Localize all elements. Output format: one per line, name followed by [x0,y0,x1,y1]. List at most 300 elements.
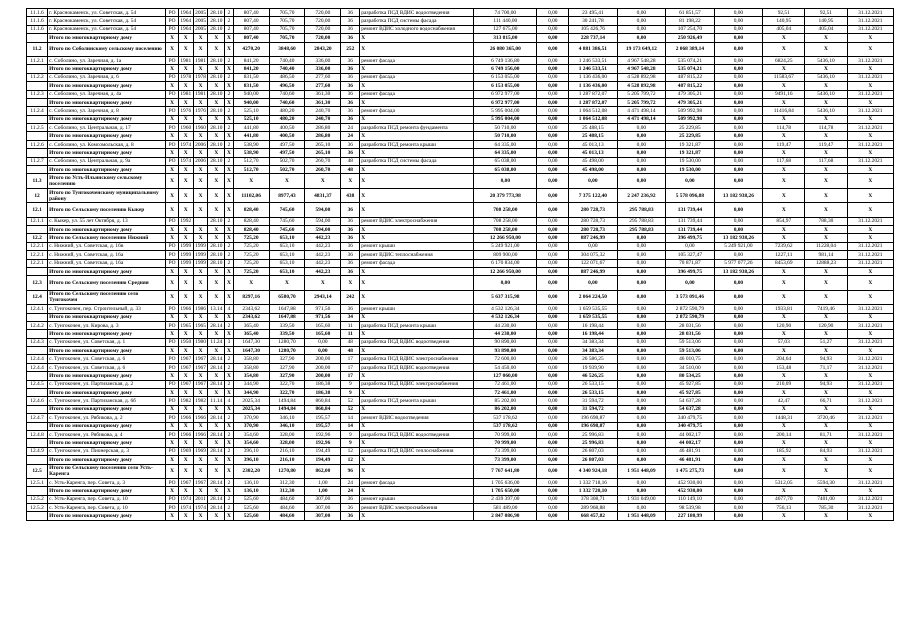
table-cell: 1967 [195,364,206,371]
table-cell: X [805,456,847,464]
table-cell: X [360,267,474,275]
table-cell: X [166,82,179,90]
table-total-row [27,65,894,73]
table-cell: с. Усть-Каренга, пер. Совета, д. 10 [48,495,166,503]
table-cell: РО [166,17,179,25]
table-cell: 0,00 [617,149,666,157]
table-cell: X [805,166,847,174]
table-cell: 322,70 [269,389,305,397]
table-cell: X [166,372,179,380]
table-cell: 339,50 [269,330,305,338]
table-cell: X [225,115,233,123]
table-cell: 479 305,21 [666,98,715,106]
table-cell: 28.14 [208,355,225,363]
table-cell: X [847,42,893,56]
table-cell: X [166,512,179,520]
table-cell: X [360,512,474,520]
table-cell: 1981 [180,91,192,98]
table-cell: X [360,487,474,495]
table-cell: 0,00 [617,276,666,290]
table-cell: 2 [225,414,233,422]
table-cell: 46 481,91 [666,447,715,455]
table-cell: 1647,88 [269,313,305,321]
table-cell: X [360,42,474,56]
table-row [27,90,894,98]
table-cell: 86 202,00 [474,405,537,413]
table-cell: с. Соболино, ул. Заречная, д. 1а [48,56,166,64]
table-cell: 442,23 [305,234,341,242]
table-cell: 0,00 [714,305,763,313]
table-cell: X [225,405,233,413]
table-cell: X [763,372,805,380]
table-cell: 0,00 [714,225,763,233]
table-cell [27,422,48,430]
table-cell: X [193,389,208,397]
table-cell [27,313,48,321]
table-cell: X [225,225,233,233]
table-cell: X [166,290,179,304]
table-cell: 114,78 [763,124,805,132]
table-cell: 186,38 [305,389,341,397]
table-cell: 17 [341,355,360,363]
table-cell: 48 [341,338,360,346]
table-cell: 1 951 448,09 [617,512,666,520]
table-cell: 725,20 [233,267,269,275]
table-cell: 0,00 [537,73,569,81]
table-cell: X [166,456,179,464]
table-cell: X [225,290,233,304]
table-cell: 0,00 [537,9,569,17]
table-cell: 110 149,10 [666,495,715,503]
table-cell: 54 637,28 [666,405,715,413]
table-cell: 0,00 [714,17,763,25]
table-cell: 26 533,15 [569,380,618,388]
table-cell: 0,00 [714,174,763,188]
table-cell: 5 637 315,98 [474,290,537,304]
table-cell: ремонт фасада [360,90,474,98]
table-cell: 28.10 [208,217,225,225]
table-cell: 36 [341,90,360,98]
table-cell: РО [166,140,179,148]
table-cell: 2 [225,56,233,64]
table-cell [27,98,48,106]
table-cell: 438 [341,188,360,202]
table-cell: 339,50 [269,321,305,329]
table-total-row [27,422,894,430]
table-cell: 13 182 938,26 [714,188,763,202]
table-cell: 0,00 [714,56,763,64]
table-cell: 0,00 [714,313,763,321]
table-cell: с. Тунгокочен, ул. Кирова, д. 3 [48,321,166,329]
table-cell: 36 [341,242,360,250]
table-cell: 0,00 [714,149,763,157]
table-cell: X [208,276,225,290]
table-cell: X [166,149,179,157]
table-cell: 486,50 [269,73,305,81]
table-cell: X [178,166,193,174]
table-cell: 286,80 [305,132,341,140]
table-cell: 46 526,25 [569,372,618,380]
table-cell: 0,00 [617,414,666,422]
table-cell: 537 178,62 [474,414,537,422]
table-cell: X [805,464,847,478]
table-cell: 705,70 [269,34,305,42]
table-cell: X [208,42,225,56]
table-cell: 0,00 [617,439,666,447]
table-cell: 200,00 [305,363,341,371]
table-cell: 1950 [180,339,192,346]
table-cell: 11.14 [208,397,225,405]
table-cell: 0,00 [617,504,666,512]
table-cell: РО [166,305,179,313]
table-cell: 127 675,00 [474,25,537,33]
table-cell: 3848,60 [269,42,305,56]
table-cell: 370,90 [233,422,269,430]
table-cell: Итого по Соболинскому сельскому поселению [48,42,166,56]
table-cell: 1974 [180,158,192,165]
table-cell: X [193,372,208,380]
table-cell: X [225,65,233,73]
table-cell: 19 530,00 [666,166,715,174]
table-cell: 71,17 [805,363,847,371]
table-cell: 0,00 [714,504,763,512]
table-cell: 5312,05 [763,478,805,486]
table-cell: 36 [341,217,360,225]
table-cell: 538,90 [233,140,269,148]
table-cell: X [360,98,474,106]
table-cell [27,225,48,233]
table-cell: 194,49 [305,447,341,455]
table-cell: 370,90 [233,414,269,422]
table-cell [193,217,208,225]
table-cell: 441,80 [233,132,269,140]
table-cell: 28.10 [208,124,225,132]
table-cell: X [208,313,225,321]
table-cell: 31.12.2021 [847,478,893,486]
table-row [27,478,894,486]
table-cell: 484,60 [269,495,305,503]
table-cell: X [225,166,233,174]
table-cell: 2 [225,9,233,17]
table-body [27,9,894,521]
table-cell: 0,00 [714,251,763,259]
table-cell: с. Тунгокочен, ул. Партизанская, д. 6б [48,397,166,405]
table-cell: 1494,84 [269,405,305,413]
table-cell: 5 205 799,72 [617,90,666,98]
table-cell: 0,00 [714,512,763,520]
table-cell: 0,00 [537,447,569,455]
table-cell: 216,10 [269,456,305,464]
table-cell: Итого по Усть-Ильинскому сельскому поселению [48,174,166,188]
table-cell: 12 266 950,00 [474,234,537,242]
table-cell: с. Тунгокочен, ул. Советская, д. 6 [48,355,166,363]
table-cell: X [208,456,225,464]
table-cell: 1999 [180,243,192,250]
table-cell: X [178,82,193,90]
table-cell: 70 871,87 [666,259,715,267]
table-cell: Итого по многоквартирному дому [48,313,166,321]
table-cell: X [225,188,233,202]
table-cell: 1 064 512,08 [569,115,618,123]
table-cell: X [805,267,847,275]
table-cell: 0,00 [617,132,666,140]
table-cell: 5 249 921,00 [714,242,763,250]
table-row [27,397,894,405]
table-cell: 708 258,00 [474,217,537,225]
table-cell: 0,00 [714,140,763,148]
table-cell: 0,00 [537,276,569,290]
table-cell: 344,90 [233,380,269,388]
table-cell: 277,60 [305,82,341,90]
table-cell: 828,40 [233,217,269,225]
table-total-row [27,313,894,321]
table-cell: 0,00 [617,140,666,148]
table-cell: 538,90 [233,149,269,157]
table-cell: X [208,174,225,188]
table-cell: 336,00 [305,65,341,73]
table-cell: 9 [341,380,360,388]
table-cell: 196 698,87 [569,422,618,430]
table-cell: 0,00 [537,225,569,233]
table-cell: 1974 [180,496,192,503]
table-cell: 720,00 [305,34,341,42]
table-cell: 2011 [193,495,208,503]
table-cell: ремонт ВДИС электроснабжения [360,504,474,512]
table-cell: 11.2.5 [27,124,48,132]
table-cell: 0,00 [537,166,569,174]
table-cell: 0,00 [617,259,666,267]
table-cell: 1,00 [305,487,341,495]
table-cell: Итого по Сельскому поселению Нижний [48,234,166,242]
table-cell: 0,00 [714,321,763,329]
table-cell: 11.2.4 [27,107,48,115]
table-cell: X [225,456,233,464]
table-cell: 509 992,98 [666,107,715,115]
table-cell: X [805,203,847,217]
table-cell: X [360,405,474,413]
table-cell: X [178,372,193,380]
table-cell: 2 [225,17,233,25]
table-cell: 0,00 [617,478,666,486]
table-total-row [27,347,894,355]
table-cell: с. Тунгокочен, ул. Советская, д. 6 [48,363,166,371]
table-row [27,157,894,165]
table-cell: X [763,65,805,73]
table-cell: X [763,389,805,397]
table-cell: 653,10 [269,259,305,267]
table-cell: X [805,276,847,290]
table-cell: 19 321,87 [666,149,715,157]
table-cell: 131 739,44 [666,225,715,233]
table-cell: 3 573 091,46 [666,290,715,304]
table-cell: 31.12.2021 [847,17,893,25]
table-cell: 72 461,00 [474,389,537,397]
table-cell: 1647,30 [233,347,269,355]
table-cell: 36 [341,107,360,115]
table-cell: 537 178,62 [474,422,537,430]
table-cell: 396,10 [233,447,269,455]
table-cell: 0,00 [714,338,763,346]
table-cell: 0,00 [714,355,763,363]
table-cell: X [847,132,893,140]
table-cell: 354,60 [233,439,269,447]
table-cell: 1 064 512,08 [569,107,618,115]
table-cell: РО [166,73,179,81]
table-cell: X [193,82,208,90]
table-cell: 484,60 [269,504,305,512]
table-cell: X [208,512,225,520]
table-cell: X [225,512,233,520]
table-cell: 28.10 [208,9,225,17]
table-cell: X [360,174,474,188]
table-cell: X [805,149,847,157]
table-cell: 809 900,00 [474,251,537,259]
table-cell: 807,40 [233,25,269,33]
table-cell: 11.2.7 [27,157,48,165]
table-cell: X [225,42,233,56]
table-cell: X [193,487,208,495]
table-cell: X [763,464,805,478]
table-cell: 3720,46 [805,414,847,422]
table-cell: 92,51 [805,9,847,17]
table-cell: 286,80 [305,124,341,132]
table-cell: ремонт фасада [360,73,474,81]
table-cell: 2 872 590,79 [666,313,715,321]
table-cell: X [193,439,208,447]
table-cell: 720,00 [305,9,341,17]
table-cell: 260,70 [305,166,341,174]
table-cell: 328,00 [269,430,305,438]
table-cell: ремонт фасада [360,478,474,486]
table-cell: 720,00 [305,25,341,33]
table-cell: Итого по многоквартирному дому [48,115,166,123]
table-cell: с. Соболино, ул. Заречная, д. 8 [48,107,166,115]
table-cell: X [193,464,208,478]
table-row [27,355,894,363]
table-row [27,495,894,503]
table-cell: 0,00 [537,380,569,388]
table-cell: 304 075,32 [569,251,618,259]
table-cell: 400,50 [269,132,305,140]
table-cell: Итого по Тунгокоченскому муниципальному району [48,188,166,202]
table-cell: 25 229,85 [666,124,715,132]
table-cell: РО [166,504,179,512]
table-cell: 0,00 [617,389,666,397]
table-cell: 0,00 [617,242,666,250]
table-cell: Итого по многоквартирному дому [48,456,166,464]
table-cell: 4831,37 [305,188,341,202]
table-cell: 13 182 938,26 [714,234,763,242]
table-cell: 1960 [180,124,192,131]
table-cell: 705,70 [269,25,305,33]
table-cell: X [193,42,208,56]
table-cell: 85 202,00 [474,397,537,405]
table-total-row [27,115,894,123]
table-cell: X [193,188,208,202]
table-cell: X [360,166,474,174]
table-cell: X [763,203,805,217]
table-cell: X [166,487,179,495]
table-cell: 92,51 [763,9,805,17]
table-cell: 48 [341,347,360,355]
table-cell: 80 534,25 [666,372,715,380]
table-cell: 1 705 636,00 [474,478,537,486]
table-cell: 6 749 156,00 [474,65,537,73]
table-cell: 45 927,85 [666,380,715,388]
table-total-row [27,439,894,447]
table-cell: X [269,174,305,188]
table-cell: 25 488,15 [569,124,618,132]
table-cell: 0,00 [714,90,763,98]
table-cell [27,267,48,275]
table-cell: 0,00 [714,372,763,380]
table-cell: 1981 [195,91,206,98]
table-cell: 6 153 055,00 [474,73,537,81]
table-cell: 653,10 [269,242,305,250]
table-cell: 740,60 [269,98,305,106]
table-cell: 2005 [195,9,206,16]
table-cell: X [763,42,805,56]
table-cell: 1969 [195,448,206,455]
table-cell: 2 [225,157,233,165]
table-cell: X [847,149,893,157]
table-cell: 1978 [195,74,206,81]
table-cell: 36 [341,9,360,17]
table-cell: 307,00 [305,504,341,512]
table-cell: 12.2 [27,234,48,242]
table-cell: 4 [225,305,233,313]
table-cell: 52 [341,397,360,405]
table-cell: X [193,98,208,106]
table-cell: X [193,174,208,188]
table-cell: 28.10 [208,56,225,64]
table-cell: 512,70 [233,157,269,165]
table-cell: 725,20 [233,251,269,259]
table-cell: 57,03 [763,338,805,346]
table-cell: 0,00 [537,347,569,355]
table-cell: 653,10 [269,234,305,242]
table-cell: X [225,276,233,290]
table-total-row [27,34,894,42]
table-cell: 841,20 [233,65,269,73]
table-cell: 0,00 [537,234,569,242]
table-cell: 12.2.1 [27,251,48,259]
table-cell: X [166,347,179,355]
table-cell: 11 [341,321,360,329]
table-cell: 0,00 [537,115,569,123]
table-cell: 1965 [195,322,206,329]
table-cell: 127 060,00 [474,372,537,380]
table-cell: 31.12.2021 [847,397,893,405]
table-cell: 1967 [180,381,192,388]
table-cell: 36 [341,251,360,259]
table-cell: X [763,82,805,90]
table-cell: X [178,512,193,520]
table-cell: 44 230,00 [474,321,537,329]
table-cell: 0,00 [305,347,341,355]
table-cell: 34 [341,313,360,321]
table-cell: 346,10 [269,414,305,422]
table-cell: 73 399,00 [474,456,537,464]
table-cell: 64 335,00 [474,140,537,148]
table-cell: 44 002,17 [666,439,715,447]
table-cell: разработка ПСД системы фасада [360,17,474,25]
table-cell: 59 513,06 [666,338,715,346]
table-row [27,17,894,25]
table-cell: 512,70 [233,166,269,174]
table-cell: 242 [341,290,360,304]
table-cell: ремонт фасада [360,107,474,115]
